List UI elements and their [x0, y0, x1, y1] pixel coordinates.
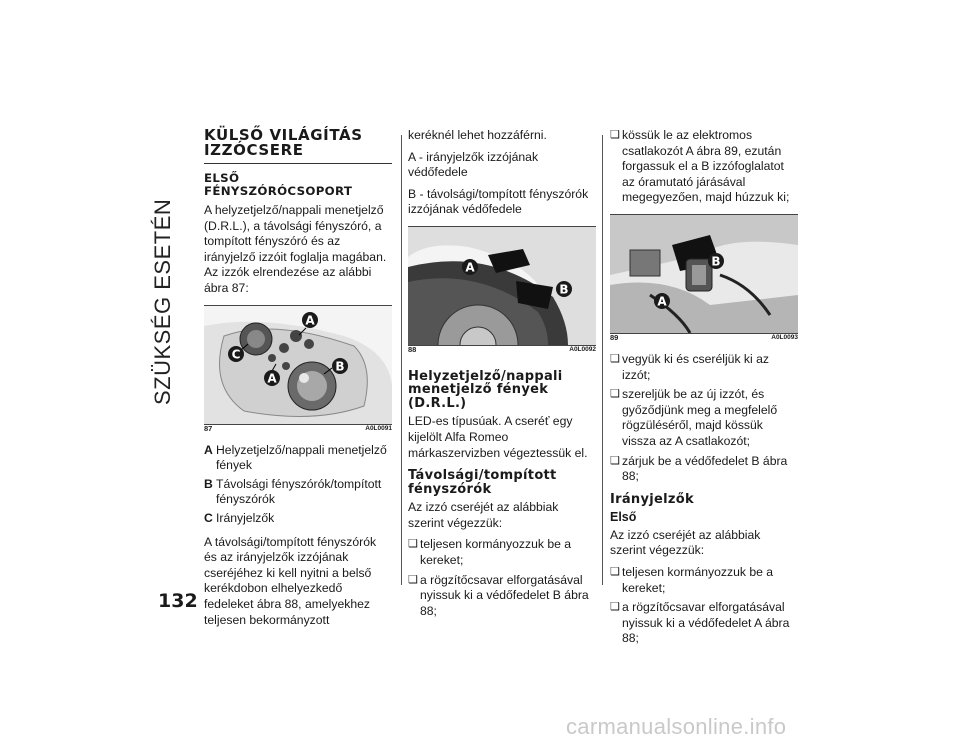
- cover-note-b: B - távolsági/tompított fényszórók izzójának védőfedele: [408, 186, 589, 217]
- svg-text:A: A: [267, 371, 277, 386]
- figure-code: A0L0092: [569, 346, 596, 354]
- svg-text:A: A: [465, 260, 475, 275]
- figure-number: 87: [204, 423, 213, 433]
- subsection-heading: ELSŐ FÉNYSZÓRÓCSOPORT: [204, 171, 353, 198]
- drl-heading: Helyzetjelző/nappali menetjelző fények (D.R.L.): [408, 368, 563, 411]
- cover-note-a: A - irányjelzők izzójának védőfedele: [408, 149, 539, 180]
- svg-text:A: A: [305, 313, 315, 328]
- legend-item: B Távolsági fényszórók/tompított fényszórók: [204, 476, 382, 507]
- list-item: ❑ teljesen kormányozzuk be a kereket;: [408, 537, 596, 568]
- drl-text: LED-es típusúak. A cseréť egy kijelölt Alfa Romeo márkaszervizben végeztessük el.: [408, 414, 588, 460]
- list-item: ❑ vegyük ki és cseréljük ki az izzót;: [610, 352, 798, 383]
- turn-signal-heading: Irányjelzők: [610, 491, 694, 507]
- bulb-holder-illustration: [610, 215, 798, 333]
- column-divider: [602, 135, 603, 585]
- beam-intro: Az izzó cseréjét az alábbiak szerint végezzük:: [408, 500, 559, 530]
- svg-text:B: B: [559, 282, 569, 297]
- column-divider: [401, 135, 402, 585]
- column-2: [408, 128, 596, 623]
- figure-87: [204, 305, 392, 433]
- svg-text:A: A: [657, 294, 667, 309]
- beam-heading: Távolsági/tompított fényszórók: [408, 468, 557, 497]
- outro-paragraph: A távolsági/tompított fényszórók és az irányjelzők izzójának cseréjéhez ki kell nyitni a belső kerékdobon elhelyezkedő fedeleket ábra 88, amelyekhez teljesen bekormányzott: [204, 534, 377, 627]
- figure-code: A0L0091: [365, 424, 392, 432]
- list-item: ❑ kössük le az elektromos csatlakozót A ábra 89, ezután forgassuk el a B izzófoglalatot az óramutató járásával megegyezően, majd húzzuk ki;: [610, 128, 798, 206]
- chapter-title: SZÜKSÉG ESETÉN: [150, 198, 175, 405]
- column-3: [610, 128, 798, 651]
- callout-a: [462, 259, 478, 275]
- callout-a: [654, 293, 670, 309]
- turn-intro: Az izzó cseréjét az alábbiak szerint végezzük:: [610, 527, 761, 558]
- intro-paragraph: A helyzetjelző/nappali menetjelző (D.R.L.), a távolsági fényszóró, a tompított fényszóró és az irányjelző izzóit foglalja magában. Az izzók elrendezése az alábbi ábra 87:: [204, 203, 387, 295]
- column-1: [204, 128, 392, 634]
- callout-c: [228, 346, 244, 362]
- figure-number: 89: [610, 333, 619, 343]
- list-item: ❑ szereljük be az új izzót, és győződjünk meg a megfelelő rögzüléséről, majd kössük vissza az A csatlakozót;: [610, 387, 798, 449]
- figure-legend: [204, 443, 392, 527]
- figure-code: A0L0093: [771, 334, 798, 342]
- front-subheading: Első: [610, 510, 637, 525]
- callout-b: [332, 358, 348, 374]
- callout-b: [556, 281, 572, 297]
- callout-b: [708, 253, 724, 269]
- svg-text:C: C: [231, 347, 241, 362]
- list-item: ❑ a rögzítőcsavar elforgatásával nyissuk ki a védőfedelet B ábra 88;: [408, 573, 596, 620]
- legend-item: C Irányjelzők: [204, 510, 275, 525]
- callout-a-top: [302, 312, 318, 328]
- callout-a-bottom: [264, 370, 280, 386]
- page-number: 132: [158, 590, 198, 612]
- heading-rule: [204, 163, 392, 164]
- section-heading: KÜLSŐ VILÁGÍTÁS IZZÓCSERE: [204, 126, 363, 159]
- legend-item: A Helyzetjelző/nappali menetjelző fények: [204, 442, 387, 473]
- figure-88: [408, 226, 596, 355]
- chapter-sidebar: [146, 120, 206, 420]
- figure-89: [610, 214, 798, 343]
- list-item: ❑ a rögzítőcsavar elforgatásával nyissuk ki a védőfedelet A ábra 88;: [610, 600, 798, 647]
- figure-number: 88: [408, 345, 417, 355]
- list-item: ❑ teljesen kormányozzuk be a kereket;: [610, 565, 798, 596]
- svg-text:B: B: [711, 254, 721, 269]
- watermark-footer: carmanualsonline.info: [566, 714, 787, 739]
- wheel-arch-illustration: [408, 227, 596, 345]
- list-item: ❑ zárjuk be a védőfedelet B ábra 88;: [610, 454, 798, 485]
- continued-text: keréknél lehet hozzáférni.: [408, 128, 547, 142]
- headlamp-illustration: [204, 306, 392, 424]
- svg-text:B: B: [335, 359, 345, 374]
